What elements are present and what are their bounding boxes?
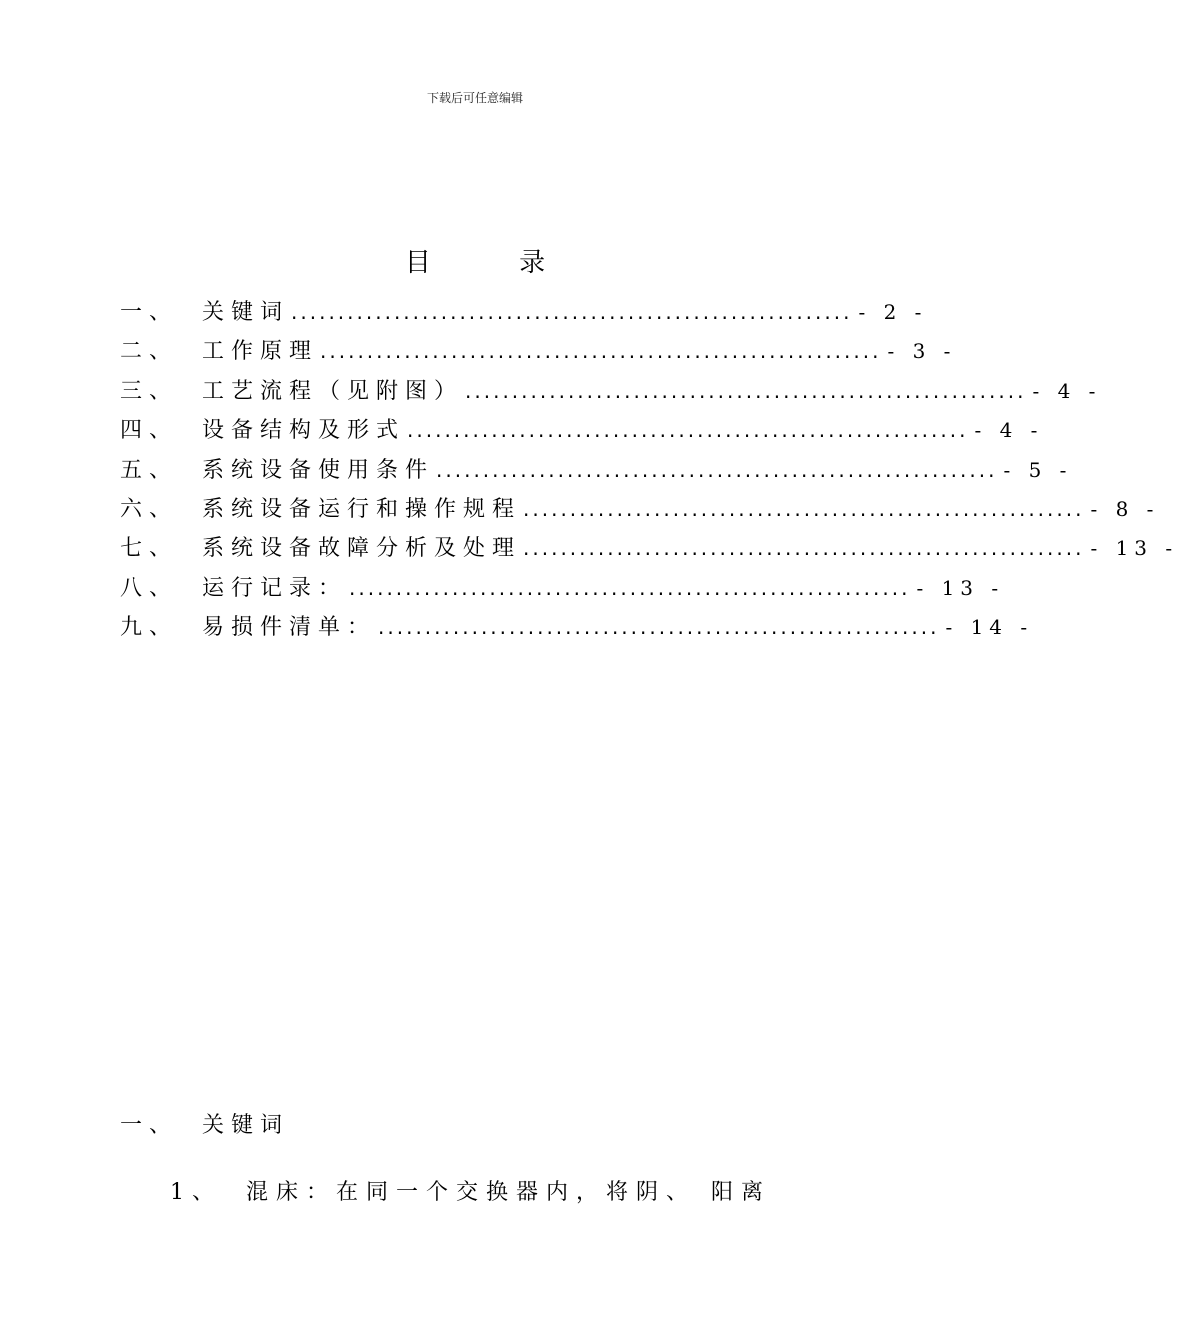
section-title: 关键词 <box>202 1113 290 1138</box>
toc-leader-dots: ............................................................ <box>465 378 1027 403</box>
toc-leader-dots: ............................................................ <box>291 300 853 324</box>
toc-leader-dots: ............................................................ <box>436 457 998 482</box>
header-note: 下载后可任意编辑 <box>426 91 523 105</box>
toc-item-page: - 13 - <box>1090 536 1178 561</box>
paragraph-text: 混床：在同一个交换器内，将阴、 阳离 <box>246 1180 771 1205</box>
section-number: 一、 <box>120 1113 179 1138</box>
toc-item-number: 八、 <box>120 575 179 601</box>
toc-item-number: 三、 <box>120 378 179 404</box>
toc-item[interactable] <box>120 610 1034 649</box>
toc-item-number: 七、 <box>120 536 179 562</box>
section-heading <box>120 1108 289 1139</box>
toc-title: 目 录 <box>404 248 546 278</box>
body-paragraph <box>170 1175 850 1206</box>
toc-item-title: 运行记录： <box>202 575 348 601</box>
toc-item-number: 九、 <box>120 615 179 641</box>
toc-item-page: - 14 - <box>945 615 1034 640</box>
paragraph-number: 1、 <box>170 1180 222 1205</box>
toc-leader-dots: ............................................................ <box>407 418 969 443</box>
toc-item-page: - 8 - <box>1090 496 1160 521</box>
toc-item-page: - 5 - <box>1003 457 1073 482</box>
toc-item-page: - 2 - <box>858 300 928 324</box>
toc-item-title: 系统设备运行和操作规程 <box>202 496 522 522</box>
toc-item-page: - 4 - <box>1032 378 1102 403</box>
toc-item-title: 工艺流程（见附图） <box>202 378 464 404</box>
toc-item[interactable] <box>120 374 1102 413</box>
toc-item-page: - 13 - <box>916 575 1005 600</box>
toc-item-number: 一、 <box>120 300 179 325</box>
toc-item[interactable] <box>120 571 1005 610</box>
toc-item-title: 易损件清单： <box>202 615 377 641</box>
toc-item-number: 六、 <box>120 496 179 522</box>
toc-item-number: 二、 <box>120 339 179 365</box>
toc-item[interactable] <box>120 295 928 334</box>
toc-leader-dots: ............................................................ <box>523 496 1085 521</box>
toc-leader-dots: ............................................................ <box>378 615 940 640</box>
toc-item[interactable] <box>120 492 1160 531</box>
toc-item-title: 设备结构及形式 <box>202 418 406 444</box>
toc-item-page: - 3 - <box>887 339 957 364</box>
toc-item[interactable] <box>120 334 957 373</box>
toc-item[interactable] <box>120 531 1178 570</box>
toc-item-title: 系统设备使用条件 <box>202 457 435 483</box>
toc-item-page: - 4 - <box>974 418 1044 443</box>
toc-leader-dots: ............................................................ <box>349 575 911 600</box>
toc-item[interactable] <box>120 413 1044 452</box>
toc-item-title: 关键词 <box>202 300 290 325</box>
toc-item-title: 工作原理 <box>202 339 319 365</box>
toc-leader-dots: ............................................................ <box>523 536 1085 561</box>
toc-list <box>120 295 1178 650</box>
toc-item-number: 五、 <box>120 457 179 483</box>
toc-item-number: 四、 <box>120 418 179 444</box>
toc-item[interactable] <box>120 453 1073 492</box>
toc-item-title: 系统设备故障分析及处理 <box>202 536 522 562</box>
toc-leader-dots: ............................................................ <box>320 339 882 364</box>
